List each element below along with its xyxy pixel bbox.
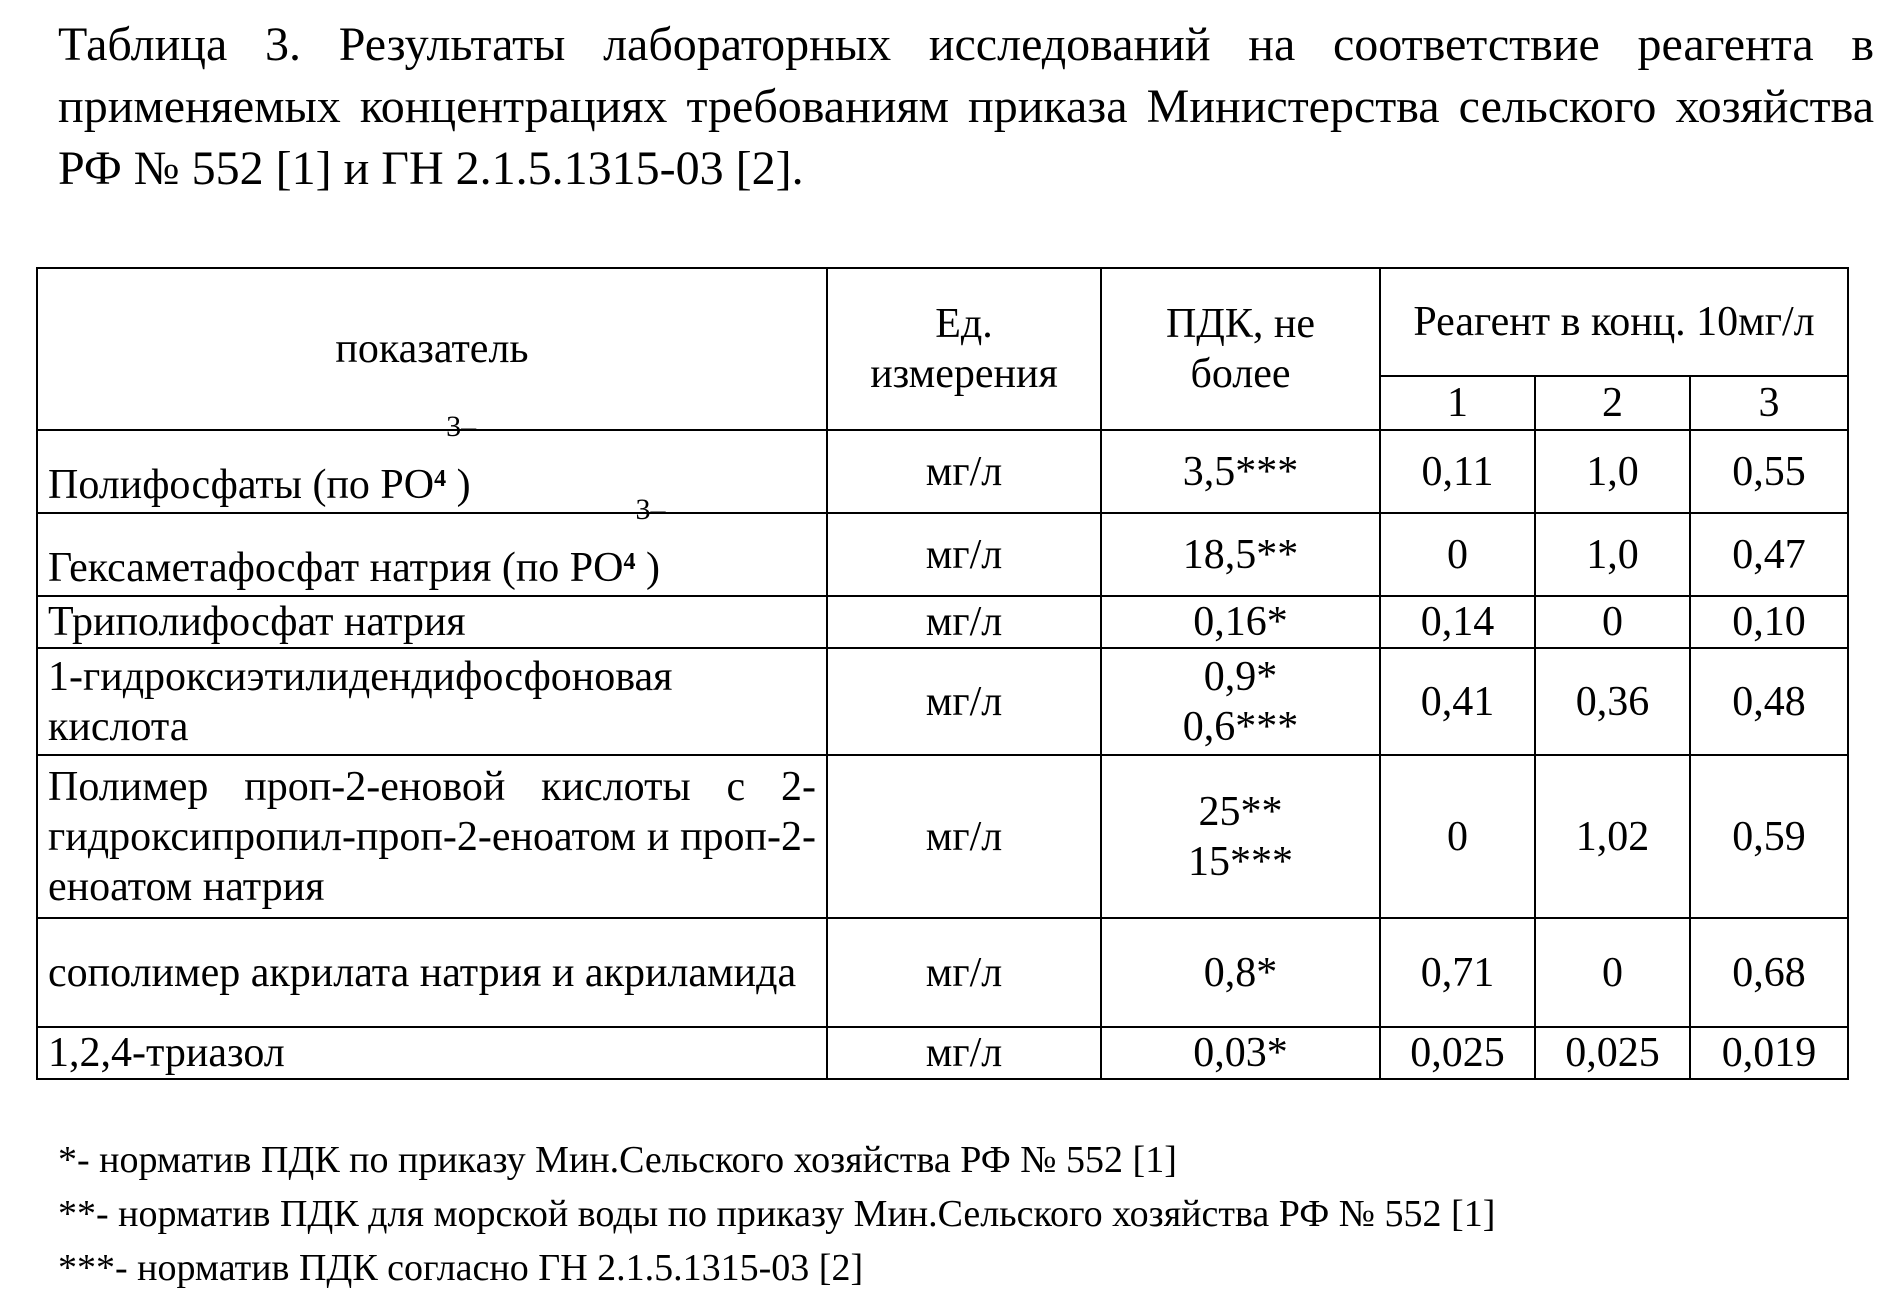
row-value-2: 1,0	[1535, 513, 1690, 596]
footnote: ***- норматив ПДК согласно ГН 2.1.5.1315-03 [2]	[58, 1247, 864, 1289]
row-value-2: 1,02	[1535, 755, 1690, 918]
table-row	[37, 430, 1848, 513]
row-indicator-name: Полифосфаты (по PO 3– $^4$ )	[37, 430, 827, 513]
row-pdk: 0,16*	[1101, 596, 1380, 648]
row-value-2: 1,0	[1535, 430, 1690, 513]
row-indicator-name: Гексаметафосфат натрия (по PO 3– $^4$ )	[37, 513, 827, 596]
header-unit: Ед. измерения	[827, 268, 1101, 430]
row-value-1: 0,71	[1380, 918, 1535, 1027]
pdk-line: 15***	[1188, 838, 1293, 885]
row-value-3: 0,48	[1690, 648, 1848, 755]
row-value-2: 0	[1535, 596, 1690, 648]
row-unit: мг/л	[827, 430, 1101, 513]
header-pdk: ПДК, не более	[1101, 268, 1380, 430]
table-row	[37, 755, 1848, 918]
header-reagent-group: Реагент в конц. 10мг/л	[1380, 268, 1848, 376]
table-row	[37, 596, 1848, 648]
row-value-1: 0	[1380, 513, 1535, 596]
row-indicator-name: сополимер акрилата натрия и акриламида	[37, 918, 827, 1027]
row-unit: мг/л	[827, 1027, 1101, 1079]
row-value-1: 0,11	[1380, 430, 1535, 513]
row-value-3: 0,68	[1690, 918, 1848, 1027]
po4-formula: 3– $^4$	[623, 493, 666, 575]
row-value-2: 0	[1535, 918, 1690, 1027]
row-unit: мг/л	[827, 755, 1101, 918]
footnotes	[58, 1133, 1495, 1295]
row-pdk: 0,8*	[1101, 918, 1380, 1027]
row-value-3: 0,55	[1690, 430, 1848, 513]
header-sample-1: 1	[1380, 376, 1535, 430]
row-pdk: 3,5***	[1101, 430, 1380, 513]
pdk-line: 25**	[1198, 788, 1283, 835]
row-pdk	[1101, 755, 1380, 918]
pdk-line: 0,9*	[1203, 653, 1278, 700]
table-row	[37, 1027, 1848, 1079]
row-indicator-name: 1,2,4-триазол	[37, 1027, 827, 1079]
row-pdk	[1101, 648, 1380, 755]
header-indicator: показатель	[37, 268, 827, 430]
row-indicator-name: Полимер проп-2-еновой кислоты с 2-гидроксипропил-проп-2-еноатом и проп-2-еноатом натрия	[37, 755, 827, 918]
row-indicator-name: Триполифосфат натрия	[37, 596, 827, 648]
pdk-line: 0,6***	[1182, 703, 1299, 750]
row-value-3: 0,019	[1690, 1027, 1848, 1079]
row-unit: мг/л	[827, 648, 1101, 755]
table-row	[37, 513, 1848, 596]
row-value-3: 0,10	[1690, 596, 1848, 648]
table-row	[37, 648, 1848, 755]
row-pdk: 18,5**	[1101, 513, 1380, 596]
row-value-1: 0	[1380, 755, 1535, 918]
header-sample-3: 3	[1690, 376, 1848, 430]
table-caption: Таблица 3. Результаты лабораторных исследований на соответствие реагента в применяемых концентрациях требованиям приказа Министерства сельского хозяйства РФ № 552 [1] и ГН 2.1.5.1315-03 [2].	[58, 18, 1874, 195]
row-unit: мг/л	[827, 596, 1101, 648]
row-value-1: 0,14	[1380, 596, 1535, 648]
footnote: **- норматив ПДК для морской воды по приказу Мин.Сельского хозяйства РФ № 552 [1]	[58, 1193, 1496, 1235]
row-unit: мг/л	[827, 918, 1101, 1027]
header-row-1	[37, 268, 1848, 376]
header-sample-2: 2	[1535, 376, 1690, 430]
row-pdk: 0,03*	[1101, 1027, 1380, 1079]
row-value-3: 0,59	[1690, 755, 1848, 918]
row-value-3: 0,47	[1690, 513, 1848, 596]
row-value-2: 0,025	[1535, 1027, 1690, 1079]
row-value-1: 0,41	[1380, 648, 1535, 755]
row-unit: мг/л	[827, 513, 1101, 596]
footnote: *- норматив ПДК по приказу Мин.Сельского хозяйства РФ № 552 [1]	[58, 1139, 1177, 1181]
row-value-2: 0,36	[1535, 648, 1690, 755]
row-indicator-name: 1-гидроксиэтилидендифосфоновая кислота	[37, 648, 827, 755]
po4-formula: 3– $^4$	[434, 410, 477, 492]
row-value-1: 0,025	[1380, 1027, 1535, 1079]
table-row	[37, 918, 1848, 1027]
results-table	[36, 267, 1849, 1080]
